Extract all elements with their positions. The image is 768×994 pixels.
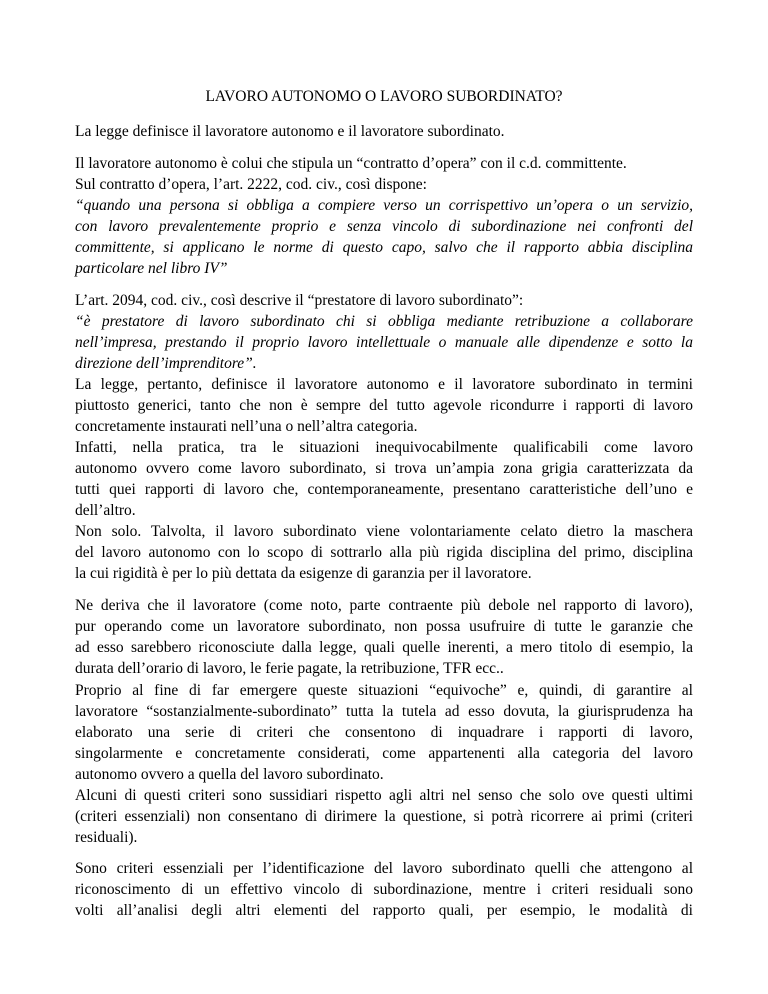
quote-line: particolare nel libro IV” <box>75 260 228 277</box>
text-line: pur operando come un lavoratore subordinato, non possa usufruire di tutte le garanzie che <box>75 618 693 635</box>
paragraph-maschera <box>75 521 693 584</box>
text-line: residuali). <box>75 829 138 846</box>
text-line: del lavoro autonomo con lo scopo di sottrarlo alla più rigida disciplina del primo, disciplina <box>75 544 693 561</box>
paragraph-contratto-opera <box>75 153 693 279</box>
text-line: singolarmente e concretamente considerati, come appartenenti alla categoria del lavoro <box>75 745 693 762</box>
text-line: autonomo ovvero come lavoro subordinato, si trova un’ampia zona grigia caratterizzata da <box>75 460 693 477</box>
text-line: La legge definisce il lavoratore autonomo e il lavoratore subordinato. <box>75 123 505 140</box>
paragraph-definizioni <box>75 374 693 437</box>
text-line: dell’altro. <box>75 502 136 519</box>
text-line: volti all’analisi degli altri elementi del rapporto quali, per esempio, le modalità di <box>75 902 693 919</box>
document-title: LAVORO AUTONOMO O LAVORO SUBORDINATO? <box>205 88 563 105</box>
text-line: Alcuni di questi criteri sono sussidiari rispetto agli altri nel senso che solo ove questi ultimi <box>75 787 693 804</box>
text-line: Non solo. Talvolta, il lavoro subordinato viene volontariamente celato dietro la maschera <box>75 523 693 540</box>
paragraph-prestatore <box>75 290 693 374</box>
text-line: Sul contratto d’opera, l’art. 2222, cod. civ., così dispone: <box>75 176 427 193</box>
text-line: (criteri essenziali) non consentano di dirimere la questione, si potrà ricorrere ai primi (criteri <box>75 808 693 825</box>
paragraph-sussidiari <box>75 785 693 848</box>
text-line: La legge, pertanto, definisce il lavoratore autonomo e il lavoratore subordinato in termini <box>75 376 693 393</box>
text-line: concretamente instaurati nell’una o nell’altra categoria. <box>75 418 418 435</box>
text-line: riconoscimento di un effettivo vincolo di subordinazione, mentre i criteri residuali sono <box>75 881 693 898</box>
text-line: la cui rigidità è per lo più dettata da esigenze di garanzia per il lavoratore. <box>75 565 532 582</box>
text-line: lavoratore “sostanzialmente-subordinato” tutta la tutela ad esso dovuta, la giurisprudenza ha <box>75 703 693 720</box>
text-line: piuttosto generici, tanto che non è sempre del tutto agevole ricondurre i rapporti di lavoro <box>75 397 693 414</box>
paragraph-intro <box>75 121 693 142</box>
quote-line: committente, si applicano le norme di questo capo, salvo che il rapporto abbia disciplina <box>75 239 693 256</box>
text-line: Sono criteri essenziali per l’identificazione del lavoro subordinato quelli che attengono al <box>75 860 693 877</box>
text-line: autonomo ovvero a quella del lavoro subordinato. <box>75 766 384 783</box>
text-line: Il lavoratore autonomo è colui che stipula un “contratto d’opera” con il c.d. committente. <box>75 155 627 172</box>
paragraph-criteri-essenziali <box>75 858 693 921</box>
text-line: durata dell’orario di lavoro, le ferie pagate, la retribuzione, TFR ecc.. <box>75 660 504 677</box>
paragraph-zona-grigia <box>75 437 693 521</box>
text-line: elaborato una serie di criteri che consentono di inquadrare i rapporti di lavoro, <box>75 724 693 741</box>
quote-line: direzione dell’imprenditore”. <box>75 355 257 372</box>
quote-line: nell’impresa, prestando il proprio lavoro intellettuale o manuale alle dipendenze e sotto la <box>75 334 693 351</box>
text-line: Ne deriva che il lavoratore (come noto, parte contraente più debole nel rapporto di lavoro), <box>75 597 693 614</box>
quote-line: con lavoro prevalentemente proprio e senza vincolo di subordinazione nei confronti del <box>75 218 693 235</box>
quote-line: “è prestatore di lavoro subordinato chi si obbliga mediante retribuzione a collaborare <box>75 313 693 330</box>
text-line: Proprio al fine di far emergere queste situazioni “equivoche” e, quindi, di garantire al <box>75 682 693 699</box>
quote-line: “quando una persona si obbliga a compiere verso un corrispettivo un’opera o un servizio, <box>75 197 693 214</box>
paragraph-criteri <box>75 680 693 785</box>
text-line: tutti quei rapporti di lavoro che, contemporaneamente, presentano caratteristiche dell’uno e <box>75 481 693 498</box>
paragraph-garanzie <box>75 595 693 679</box>
text-line: L’art. 2094, cod. civ., così descrive il “prestatore di lavoro subordinato”: <box>75 292 524 309</box>
text-line: ad esso sarebbero riconosciute dalla legge, quali quelle inerenti, a mero titolo di esempio, la <box>75 639 693 656</box>
text-line: Infatti, nella pratica, tra le situazioni inequivocabilmente qualificabili come lavoro <box>75 439 693 456</box>
